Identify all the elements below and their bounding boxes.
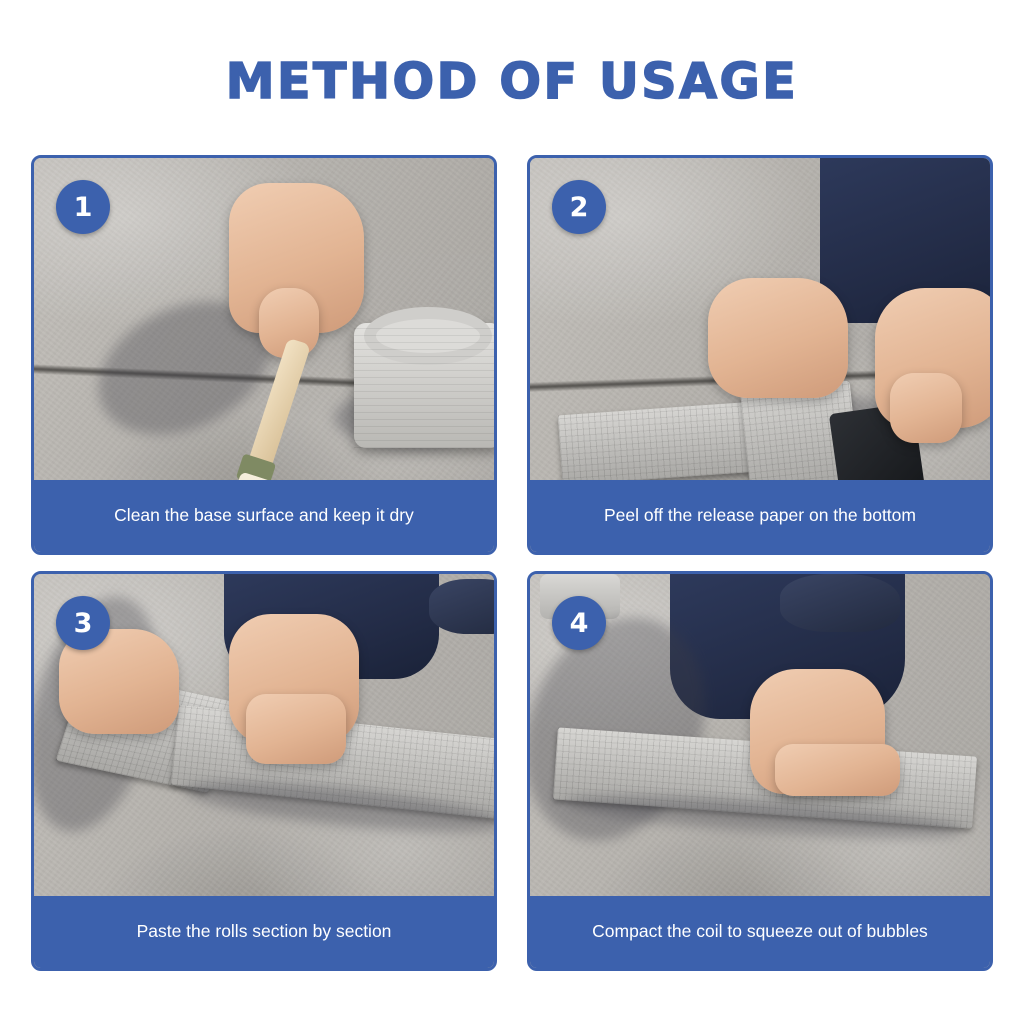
- pressing-fingers: [775, 744, 900, 796]
- left-hand: [708, 278, 848, 398]
- page-title: METHOD OF USAGE: [225, 53, 799, 110]
- step-badge-4: 4: [552, 596, 606, 650]
- tape-roll: [354, 323, 497, 448]
- steps-grid: [31, 155, 993, 971]
- right-fingers: [246, 694, 346, 764]
- step-badge-3: 3: [56, 596, 110, 650]
- tape-roll-texture: [354, 323, 497, 448]
- step-caption-1: Clean the base surface and keep it dry: [34, 480, 494, 552]
- step-badge-1: 1: [56, 180, 110, 234]
- shoe: [780, 574, 900, 632]
- step-card-3: [31, 571, 497, 971]
- shoe: [429, 579, 497, 634]
- tape-strip: [558, 401, 772, 485]
- step-card-4: [527, 571, 993, 971]
- step-card-1: [31, 155, 497, 555]
- step-card-2: [527, 155, 993, 555]
- step-caption-2: Peel off the release paper on the bottom: [530, 480, 990, 552]
- step-badge-2: 2: [552, 180, 606, 234]
- step-caption-3: Paste the rolls section by section: [34, 896, 494, 968]
- step-caption-4: Compact the coil to squeeze out of bubbles: [530, 896, 990, 968]
- right-fingers: [890, 373, 962, 443]
- tape-texture: [558, 401, 772, 485]
